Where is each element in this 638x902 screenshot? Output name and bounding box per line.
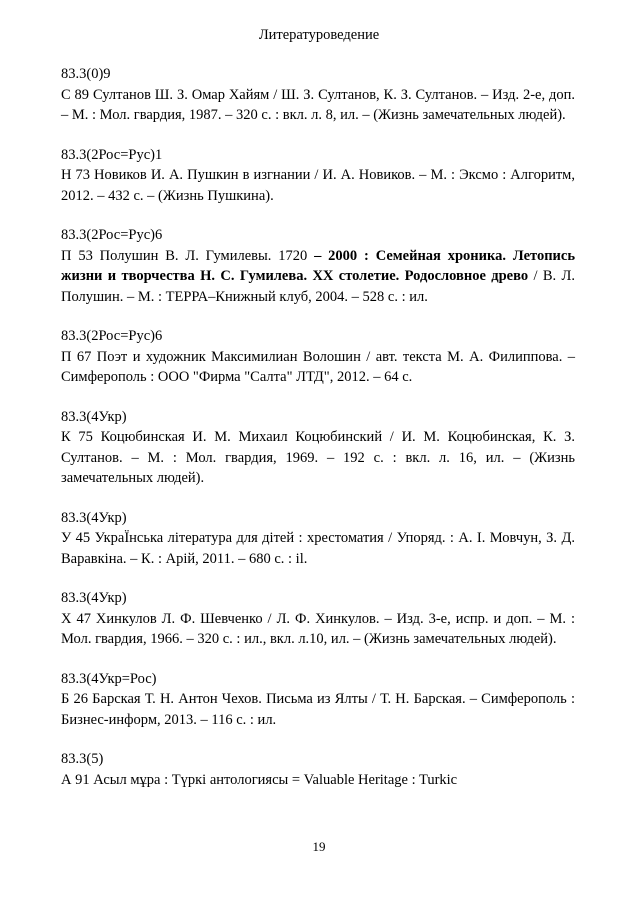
entry-description: С 89 Султанов Ш. З. Омар Хайям / Ш. З. Султанов, К. З. Султанов. – Изд. 2-е, доп. – М. : Мол. гвардия, 1987. – 320 с. : вкл. л. 8, ил. – (Жизнь замечательных людей).	[61, 86, 575, 123]
entry-text-end: / В. Л. Полушин. – М. : ТЕРРА–Книжный клуб, 2004. – 528 с. : ил.	[61, 268, 575, 305]
entry-description: У 45 УкраЇнська література для дітей : хрестоматия / Упоряд. : А. І. Мовчун, З. Д. Варавкіна. – К. : Арій, 2011. – 680 с. : il.	[61, 530, 575, 567]
entry-description: К 75 Коцюбинская И. М. Михаил Коцюбинский / И. М. Коцюбинская, К. З. Султанов. – М. : Мол. гвардия, 1969. – 192 с. : вкл. л. 16, ил. – (Жизнь замечательных людей).	[61, 429, 575, 486]
bibliography-entry	[61, 326, 575, 388]
classification-code: 83.3(0)9	[61, 66, 111, 82]
classification-code: 83.3(4Укр)	[61, 509, 127, 526]
entry-description	[61, 246, 575, 308]
entry-bold-title: – 2000 : Семейная хроника. Летопись жизни и творчества Н. С. Гумилева. XX столетие. Родословное древо	[61, 247, 576, 284]
bibliography-entry	[61, 145, 575, 207]
classification-code: 83.3(2Рос=Рус)1	[61, 146, 163, 163]
bibliography-entry	[61, 64, 575, 126]
entry-text-start: П 53 Полушин В. Л. Гумилевы. 1720	[61, 247, 315, 264]
entry-description: П 67 Поэт и художник Максимилиан Волошин / авт. текста М. А. Филиппова. – Симферополь : ООО "Фирма "Салта" ЛТД", 2012. – 64 с.	[61, 348, 575, 385]
classification-code: 83.3(4Укр=Рос)	[61, 670, 157, 687]
page-number: 19	[312, 839, 326, 854]
entry-description: Б 26 Барская Т. Н. Антон Чехов. Письма из Ялты / Т. Н. Барская. – Симферополь : Бизнес-информ, 2013. – 116 с. : ил.	[61, 691, 575, 728]
classification-code: 83.3(5)	[61, 751, 104, 767]
bibliography-entry	[61, 588, 575, 650]
entry-description: Х 47 Хинкулов Л. Ф. Шевченко / Л. Ф. Хинкулов. – Изд. 3-е, испр. и доп. – М. : Мол. гвардия, 1966. – 320 с. : ил., вкл. л.10, ил. – (Жизнь замечательных людей).	[61, 610, 575, 647]
bibliography-list	[61, 64, 575, 809]
bibliography-entry	[61, 749, 575, 790]
classification-code: 83.3(2Рос=Рус)6	[61, 328, 163, 344]
bibliography-entry	[61, 669, 575, 731]
classification-code: 83.3(2Рос=Рус)6	[61, 227, 163, 243]
entry-description: А 91 Асыл мұра : Түркі антологиясы = Valuable Heritage : Turkic	[61, 771, 458, 788]
page-header: Литературоведение	[258, 27, 380, 43]
bibliography-entry	[61, 407, 575, 489]
bibliography-entry	[61, 225, 575, 307]
classification-code: 83.3(4Укр)	[61, 590, 127, 606]
bibliography-entry	[61, 508, 575, 570]
classification-code: 83.3(4Укр)	[61, 408, 127, 425]
entry-description: Н 73 Новиков И. А. Пушкин в изгнании / И. А. Новиков. – М. : Эксмо : Алгоритм, 2012. – 432 с. – (Жизнь Пушкина).	[61, 167, 575, 204]
